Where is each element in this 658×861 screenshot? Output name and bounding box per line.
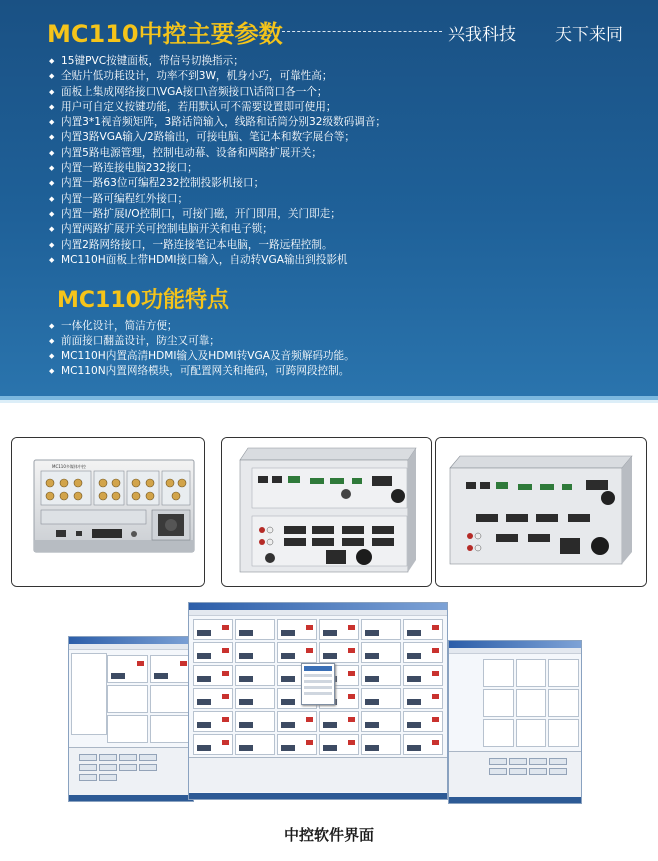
device-cell — [277, 619, 317, 640]
device-cell — [193, 734, 233, 755]
bullet-diamond-icon: ◆ — [49, 133, 55, 142]
spec-text: 内置3*1视音频矩阵，3路话筒输入，线路和话筒分别32级数码调音； — [61, 116, 387, 129]
title-dash-divider — [282, 31, 442, 32]
slogan-left: 兴我科技 — [448, 25, 516, 45]
device-cell — [361, 665, 401, 686]
spec-item — [47, 146, 647, 161]
device-cell — [319, 642, 359, 663]
device-cell — [235, 619, 275, 640]
software-window-center — [188, 602, 448, 800]
feature-text: MC110H内置高清HDMI输入及HDMI转VGA及音频解码功能。 — [61, 350, 355, 362]
device-cell — [235, 665, 275, 686]
spec-text: MC110H面板上带HDMI接口输入，自动转VGA输出到投影机 — [61, 253, 348, 266]
software-window-left — [68, 636, 194, 802]
device-cell — [235, 711, 275, 732]
device-cell — [277, 711, 317, 732]
spec-item — [47, 161, 647, 176]
chassis-front-photo — [221, 437, 432, 587]
spec-item — [47, 85, 647, 100]
device-cell — [403, 734, 443, 755]
bullet-diamond-icon: ◆ — [49, 102, 55, 111]
device-cell — [235, 688, 275, 709]
control-panel-right — [449, 751, 581, 798]
slogan-right: 天下来同 — [555, 25, 623, 45]
page-title: MC110中控主要参数 — [47, 20, 283, 48]
spec-item — [47, 238, 647, 253]
bullet-diamond-icon: ◆ — [49, 164, 55, 173]
spec-item — [47, 176, 647, 191]
spec-text: 15键PVC按键面板，带信号切换指示； — [61, 55, 244, 67]
device-cell — [193, 688, 233, 709]
device-cell — [361, 688, 401, 709]
spec-text: 内置3路VGA输入/2路输出，可接电脑、笔记本和数字展台等； — [61, 131, 356, 144]
device-cell — [193, 711, 233, 732]
device-cell — [403, 688, 443, 709]
spec-item — [47, 192, 647, 207]
software-window-right — [448, 640, 582, 804]
header-bottom-highlight — [0, 400, 658, 403]
spec-text: 内置两路扩展开关可控制电脑开关和电子锁； — [61, 223, 273, 236]
device-cell — [319, 711, 359, 732]
device-cell — [193, 665, 233, 686]
spec-item — [47, 253, 647, 268]
context-menu — [301, 663, 335, 705]
header-panel — [0, 0, 658, 396]
spec-item — [47, 207, 647, 222]
device-cell — [403, 665, 443, 686]
bullet-diamond-icon: ◆ — [49, 367, 55, 375]
device-cell — [277, 642, 317, 663]
control-panel-left — [69, 747, 193, 796]
control-panel-center — [189, 757, 447, 792]
spec-text: 面板上集成网络接口\VGA接口\音频接口\话筒口各一个； — [61, 85, 328, 98]
bullet-diamond-icon: ◆ — [49, 194, 55, 203]
bullet-diamond-icon: ◆ — [49, 352, 55, 360]
device-cell — [403, 619, 443, 640]
device-cell — [193, 619, 233, 640]
bullet-diamond-icon: ◆ — [49, 57, 55, 65]
spec-text: 内置一路63位可编程232控制投影机接口； — [61, 177, 265, 190]
features-title: MC110功能特点 — [57, 288, 229, 313]
feature-text: 前面接口翻盖设计，防尘又可靠； — [61, 335, 220, 347]
bullet-diamond-icon: ◆ — [49, 225, 55, 234]
feature-list — [47, 319, 647, 379]
device-cell — [277, 734, 317, 755]
spec-item — [47, 54, 647, 69]
spec-list — [47, 54, 647, 268]
device-cell — [361, 711, 401, 732]
spec-item — [47, 222, 647, 237]
device-cell — [319, 734, 359, 755]
device-cell — [235, 734, 275, 755]
bullet-diamond-icon: ◆ — [49, 322, 55, 330]
device-tree-panel — [71, 653, 107, 735]
bullet-diamond-icon: ◆ — [49, 87, 55, 96]
spec-item — [47, 100, 647, 115]
panel-label-text: MC110多媒体中控 — [52, 464, 86, 469]
spec-item — [47, 69, 647, 84]
spec-text: 内置5路电源管理，控制电动幕、设备和两路扩展开关； — [61, 146, 322, 159]
device-cell — [319, 619, 359, 640]
device-cell — [235, 642, 275, 663]
bullet-diamond-icon: ◆ — [49, 209, 55, 218]
bullet-diamond-icon: ◆ — [49, 240, 55, 249]
bullet-diamond-icon: ◆ — [49, 72, 55, 81]
spec-item — [47, 115, 647, 130]
spec-text: 内置2路网络接口，一路连接笔记本电脑，一路远程控制。 — [61, 238, 333, 251]
feature-item — [47, 334, 647, 349]
spec-text: 内置一路可编程红外接口； — [61, 192, 189, 205]
bullet-diamond-icon: ◆ — [49, 148, 55, 157]
bullet-diamond-icon: ◆ — [49, 179, 55, 188]
feature-item — [47, 364, 647, 379]
feature-item — [47, 349, 647, 364]
spec-item — [47, 130, 647, 145]
feature-text: MC110N内置网络模块，可配置网关和掩码，可跨网段控制。 — [61, 365, 350, 377]
device-cell — [361, 642, 401, 663]
software-caption: 中控软件界面 — [283, 826, 374, 844]
spec-text: 内置一路扩展I/O控制口，可接门磁，开门即用，关门即走； — [61, 207, 341, 220]
device-cell — [403, 711, 443, 732]
feature-item — [47, 319, 647, 334]
bullet-diamond-icon: ◆ — [49, 337, 55, 345]
spec-text: 全贴片低功耗设计，功率不到3W，机身小巧，可靠性高； — [61, 70, 333, 83]
bullet-diamond-icon: ◆ — [49, 255, 55, 264]
device-cell — [193, 642, 233, 663]
device-cell — [361, 619, 401, 640]
device-cell — [403, 642, 443, 663]
feature-text: 一体化设计，简洁方便； — [61, 320, 178, 332]
front-panel-photo — [11, 437, 205, 587]
spec-text: 内置一路连接电脑232接口； — [61, 162, 198, 175]
chassis-back-photo — [435, 437, 647, 587]
spec-text: 用户可自定义按键功能，若用默认可不需要设置即可使用； — [61, 100, 337, 113]
bullet-diamond-icon: ◆ — [49, 118, 55, 127]
device-cell — [361, 734, 401, 755]
